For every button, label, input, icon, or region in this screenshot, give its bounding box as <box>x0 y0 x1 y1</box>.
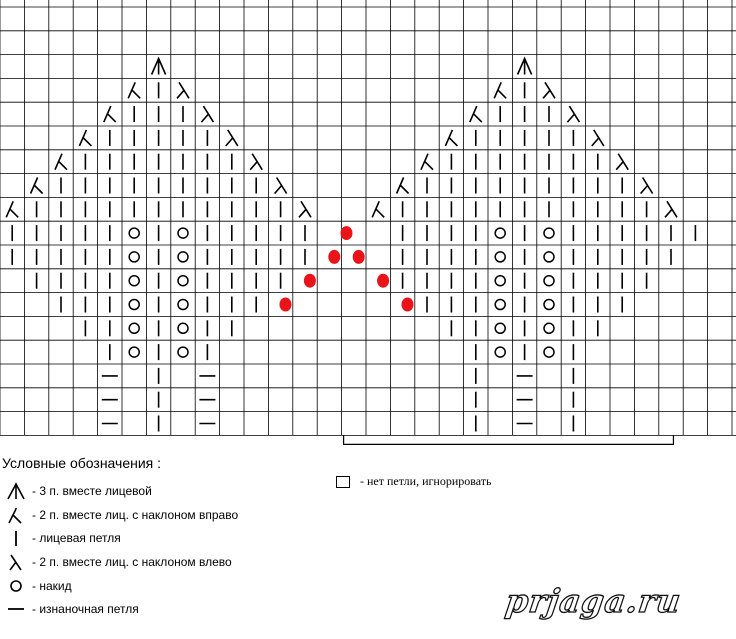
k2tog-right-stitch <box>128 82 140 98</box>
k2tog-left-icon <box>4 552 28 572</box>
yarn-over-stitch <box>178 347 188 357</box>
red-dot-marker <box>328 250 340 264</box>
yarn-over-stitch <box>495 347 505 357</box>
legend-text: - лицевая петля <box>32 531 121 545</box>
yarn-over-icon <box>4 576 28 596</box>
red-dot-marker <box>377 274 389 288</box>
k2tog-left-stitch <box>201 106 213 122</box>
k2tog-right-stitch <box>494 82 506 98</box>
k2tog-right-stitch <box>397 178 409 194</box>
legend-item-knit <box>4 527 121 549</box>
red-dot-marker <box>401 298 413 312</box>
k2tog-right-stitch <box>104 106 116 122</box>
k2tog-left-stitch <box>567 106 579 122</box>
k2tog-left-stitch <box>641 178 653 194</box>
k3tog-icon <box>4 481 28 501</box>
k3tog-stitch <box>518 59 532 75</box>
k2tog-right-stitch <box>372 201 384 217</box>
knit-icon <box>4 528 28 548</box>
yarn-over-stitch <box>178 276 188 286</box>
k2tog-right-icon <box>4 505 28 525</box>
yarn-over-stitch <box>129 228 139 238</box>
yarn-over-stitch <box>178 323 188 333</box>
red-dot-marker <box>279 298 291 312</box>
k2tog-left-stitch <box>275 178 287 194</box>
k2tog-left-stitch <box>250 154 262 170</box>
legend-text: - 2 п. вместе лиц. с наклоном вправо <box>32 508 239 522</box>
yarn-over-stitch <box>544 300 554 310</box>
yarn-over-stitch <box>495 252 505 262</box>
k2tog-right-stitch <box>31 178 43 194</box>
yarn-over-stitch <box>178 228 188 238</box>
k2tog-right-stitch <box>445 130 457 146</box>
k2tog-left-stitch <box>592 130 604 146</box>
k2tog-right-stitch <box>79 130 91 146</box>
legend-text: - 2 п. вместе лиц. с наклоном влево <box>32 555 232 569</box>
yarn-over-stitch <box>129 347 139 357</box>
yarn-over-stitch <box>544 276 554 286</box>
site-logo: prjaga.ru <box>503 582 684 620</box>
no-stitch-icon <box>336 476 350 488</box>
purl-icon <box>4 599 28 619</box>
k2tog-left-stitch <box>299 201 311 217</box>
k2tog-left-stitch <box>177 82 189 98</box>
k2tog-right-stitch <box>421 154 433 170</box>
red-dot-marker <box>340 226 352 240</box>
yarn-over-stitch <box>495 276 505 286</box>
yarn-over-stitch <box>178 300 188 310</box>
yarn-over-stitch <box>129 323 139 333</box>
legend-text: - 3 п. вместе лицевой <box>32 484 152 498</box>
k2tog-left-stitch <box>543 82 555 98</box>
legend-item-k2tog-left <box>4 551 232 573</box>
legend-item-purl <box>4 598 139 620</box>
legend-text: - накид <box>32 579 72 593</box>
yarn-over-stitch <box>544 347 554 357</box>
legend-item-k3tog <box>4 480 152 502</box>
yarn-over-stitch <box>544 228 554 238</box>
legend-item-k2tog-right <box>4 504 238 526</box>
repeat-bracket <box>344 435 674 444</box>
legend-item-no-stitch <box>336 474 492 489</box>
yarn-over-stitch <box>178 252 188 262</box>
legend-text: - изнаночная петля <box>32 602 139 616</box>
legend-title: Условные обозначения : <box>2 455 162 471</box>
k3tog-stitch <box>152 59 166 75</box>
red-dot-marker <box>353 250 365 264</box>
k2tog-right-stitch <box>470 106 482 122</box>
yarn-over-stitch <box>129 276 139 286</box>
k2tog-left-stitch <box>665 201 677 217</box>
yarn-over-stitch <box>495 300 505 310</box>
k2tog-left-stitch <box>226 130 238 146</box>
yarn-over-stitch <box>129 300 139 310</box>
yarn-over-stitch <box>544 252 554 262</box>
k2tog-left-stitch <box>616 154 628 170</box>
legend-text: - нет петли, игнорировать <box>360 474 492 488</box>
k2tog-right-stitch <box>55 154 67 170</box>
yarn-over-stitch <box>495 228 505 238</box>
red-dot-marker <box>304 274 316 288</box>
legend-item-yarn-over <box>4 575 72 597</box>
yarn-over-stitch <box>129 252 139 262</box>
yarn-over-stitch <box>495 323 505 333</box>
k2tog-right-stitch <box>6 201 18 217</box>
yarn-over-stitch <box>544 323 554 333</box>
